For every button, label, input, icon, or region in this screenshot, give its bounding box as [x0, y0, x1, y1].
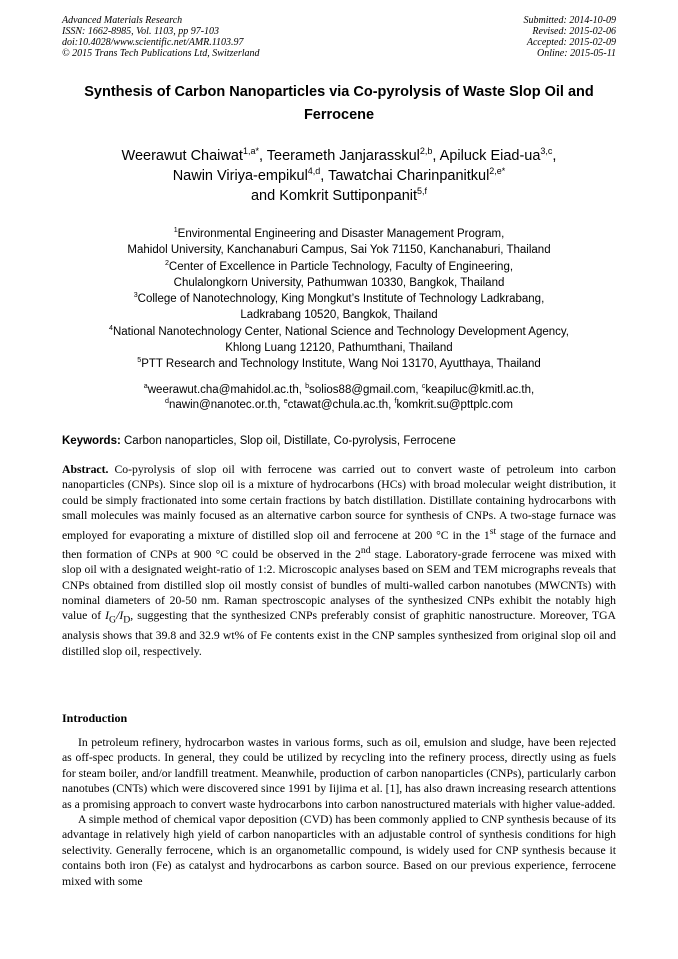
journal-info-line: Advanced Materials Research	[62, 15, 183, 26]
affiliation-text: Center of Excellence in Particle Technology, Faculty of Engineering,	[168, 260, 514, 273]
affiliation-line	[62, 340, 616, 356]
author-name: Tawatchai Charinpanitkul	[328, 168, 490, 184]
email-link[interactable]: keapiluc@kmitl.ac.th	[425, 384, 532, 396]
affiliation-line	[62, 307, 616, 323]
email-line: $^a$weerawut.cha@mahidol.ac.th, $^b$solios88@gmail.com, $^c$keapiluc@kmitl.ac.th,	[143, 382, 535, 396]
abstract-segment: stage. Laboratory-grade ferrocene was mixed with slop oil with a designated weight-ratio of 1:2. Microscopic analyses based on SEM and TEM micrographs reveals that CNPs obtained from distilled slop oil mostly consist of bundles of multi-walled carbon nanotubes (MWCNTs) with nominal diameters of 20-50 nm. Raman spectroscopic analyses of the synthesized CNPs exhibit the notably high value of	[62, 547, 616, 623]
submission-date-line: Online: 2015-05-11	[537, 48, 616, 59]
abstract-segment: I	[105, 609, 110, 623]
affiliation-line	[62, 291, 616, 307]
abstract-segment: Co-pyrolysis of slop oil with ferrocene was carried out to convert waste of petroleum into carbon nanoparticles (CNPs). Since slop oil is a mixture of hydrocarbons (HCs) with broad molecular weight distribution, it could be simply fractionated into some certain fractions by batch distillation. Distillate containing hydrocarbons with small molecules was mainly focused as an alternative carbon source for synthesis of CNPs. A two-stage furnace was employed for evaporating a mixture of distilled slop oil and ferrocene at 200 °C in the 1	[62, 463, 617, 542]
affiliation-marker: 1	[173, 226, 178, 235]
author-conjunction: and	[250, 188, 276, 204]
abstract-text	[62, 463, 616, 658]
author-marker: 3,c	[540, 146, 553, 157]
affiliation-line	[62, 324, 616, 340]
affiliation-list	[62, 226, 616, 373]
affiliation-line	[62, 259, 616, 275]
author-name: Apiluck Eiad-ua	[439, 148, 541, 164]
submission-date-line: Accepted: 2015-02-09	[526, 37, 616, 48]
keywords-block	[62, 434, 616, 448]
abstract-segment: I	[119, 609, 124, 623]
author-list	[62, 146, 616, 206]
abstract-segment: , suggesting that the synthesized CNPs preferably consist of graphitic nanostructure. Moreover, TGA analysis shows that 39.8 and 32.9 wt% of Fe contents exist in the CNP samples synthesized from original slop oil and distilled slop oil, respectively.	[62, 609, 617, 658]
affiliation-text: Chulalongkorn University, Pathumwan 10330, Bangkok, Thailand	[173, 276, 505, 289]
journal-info-line: ISSN: 1662-8985, Vol. 1103, pp 97-103	[62, 26, 220, 37]
affiliation-marker: 4	[108, 323, 113, 332]
email-marker: f	[394, 396, 397, 405]
author-line: Nawin Viriya-empikul$^{4,d}$, Tawatchai Charinpanitkul$^{2,e*}$	[172, 166, 506, 184]
submission-date-line: Submitted: 2014-10-09	[523, 15, 616, 26]
author-marker: 5,f	[417, 186, 428, 197]
email-link[interactable]: ctawat@chula.ac.th	[287, 398, 389, 411]
email-list	[62, 383, 616, 412]
keywords-label: Keywords:	[62, 435, 121, 447]
affiliation-text: Ladkrabang 10520, Bangkok, Thailand	[240, 309, 438, 322]
abstract-segment: G	[109, 614, 117, 626]
author-marker: 2,e*	[489, 166, 506, 177]
abstract-segment: nd	[360, 544, 371, 556]
affiliation-text: National Nanotechnology Center, National Science and Technology Development Agency,	[112, 325, 569, 338]
email-marker: b	[305, 382, 310, 391]
abstract-segment: D	[123, 614, 131, 626]
email-link[interactable]: weerawut.cha@mahidol.ac.th	[147, 384, 299, 396]
introduction-paragraph: A simple method of chemical vapor deposition (CVD) has been commonly applied to CNP synthesis because of its advantage in relatively high yield of carbon nanoparticles with an adjustable control of synthesis conditions for high selectivity. Generally ferrocene, which is an organometallic compound, is widely used for CNP synthesis because it contains both iron (Fe) as catalyst and hydrocarbons as carbon source. Based on our previous experience, ferrocene mixed with some	[62, 813, 616, 888]
affiliation-text: College of Nanotechnology, King Mongkut’s Institute of Technology Ladkrabang,	[137, 293, 545, 306]
author-line	[62, 186, 616, 206]
affiliation-text: PTT Research and Technology Institute, Wang Noi 13170, Ayutthaya, Thailand	[141, 358, 541, 371]
author-name: Weerawut Chaiwat	[121, 148, 243, 164]
email-marker: d	[165, 396, 169, 405]
affiliation-marker: 5	[137, 356, 142, 365]
abstract-segment: st	[489, 525, 497, 537]
author-marker: 1,a*	[242, 146, 259, 157]
paper-title: Synthesis of Carbon Nanoparticles via Co-pyrolysis of Waste Slop Oil and Ferrocene	[84, 84, 594, 123]
email-marker: a	[143, 382, 148, 391]
email-line: $^d$nawin@nanotec.or.th, $^e$ctawat@chula.ac.th, $^f$komkrit.su@pttplc.com	[165, 396, 513, 411]
author-marker: 4,d	[307, 166, 321, 177]
affiliation-line	[62, 275, 616, 291]
affiliation-marker: 3	[133, 291, 138, 300]
email-marker: e	[283, 396, 288, 405]
author-marker: 2,b	[419, 146, 433, 157]
email-link[interactable]: solios88@gmail.com	[309, 384, 416, 396]
affiliation-marker: 2	[164, 258, 169, 267]
author-name: Komkrit Suttiponpanit	[279, 188, 418, 204]
affiliation-line	[62, 242, 616, 258]
abstract-segment: stage of the furnace and then formation of CNPs at 900 °C could be observed in the 2	[62, 528, 616, 561]
author-line: Weerawut Chaiwat$^{1,a*}$, Teerameth Janjarasskul$^{2,b}$, Apiluck Eiad-ua$^{3,c}$,	[121, 146, 557, 164]
affiliation-line	[62, 356, 616, 372]
affiliation-text: Environmental Engineering and Disaster Management Program,	[177, 228, 505, 240]
abstract-label: Abstract.	[62, 463, 109, 476]
affiliation-text: Mahidol University, Kanchanaburi Campus, Sai Yok 71150, Kanchanaburi, Thailand	[127, 244, 551, 257]
author-name: Teerameth Janjarasskul	[266, 148, 420, 164]
abstract-block	[62, 462, 616, 659]
introduction-body	[62, 735, 616, 889]
email-link[interactable]: komkrit.su@pttplc.com	[396, 398, 513, 411]
author-name: Nawin Viriya-empikul	[172, 168, 308, 184]
submission-dates	[524, 15, 617, 59]
section-heading-introduction: Introduction	[62, 711, 128, 725]
submission-date-line: Revised: 2015-02-06	[532, 26, 616, 37]
journal-info-line: © 2015 Trans Tech Publications Ltd, Switzerland	[62, 48, 260, 59]
affiliation-line	[62, 226, 616, 242]
email-link[interactable]: nawin@nanotec.or.th	[169, 398, 278, 411]
email-marker: c	[421, 382, 426, 391]
journal-info-line: doi:10.4028/www.scientific.net/AMR.1103.97	[62, 37, 244, 48]
journal-info	[62, 15, 260, 59]
keywords-text: Carbon nanoparticles, Slop oil, Distillate, Co-pyrolysis, Ferrocene	[124, 435, 456, 447]
introduction-paragraph: In petroleum refinery, hydrocarbon wastes in various forms, such as oil, emulsion and sludge, have been rejected as off-spec products. In general, they could be utilized by recycling into the refinery process, directly using as fuels for steam boiler, and/or landfill treatment. Meanwhile, production of carbon nanoparticles (CNPs), particularly carbon nanotubes (CNTs) which were discovered since 1991 by Iijima et al. [1], has also drawn increasing research attentions as a promising approach to convert waste hydrocarbons into carbon nanostructured materials with higher value-added.	[62, 736, 616, 811]
affiliation-text: Khlong Luang 12120, Pathumthani, Thailand	[225, 342, 453, 355]
abstract-segment: /	[116, 609, 120, 623]
